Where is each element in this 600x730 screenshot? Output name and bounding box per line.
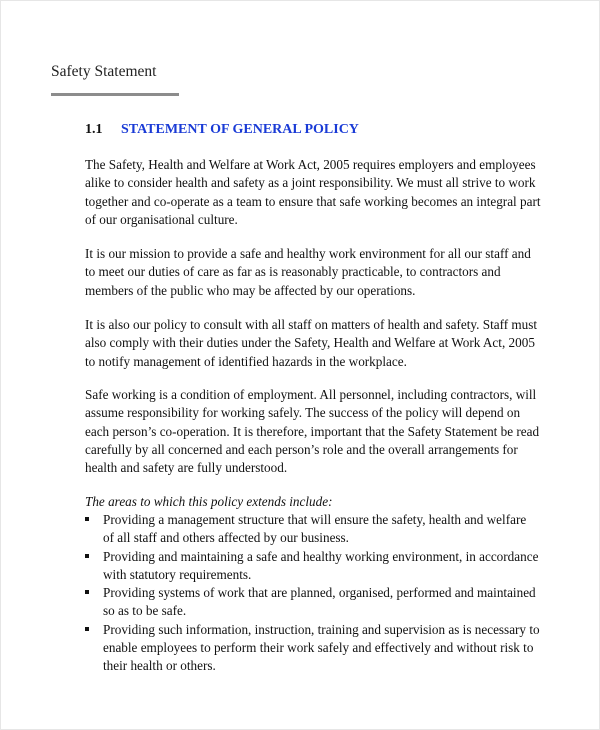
paragraph-line: members of the public who may be affected by our operations. [85,282,416,298]
header-underline [51,93,179,96]
list-item [85,548,539,585]
list-item [85,621,540,676]
list-item-line: Providing a management structure that will ensure the safety, health and welfare [103,512,527,527]
bullet-icon [85,627,89,631]
paragraph-line: It is also our policy to consult with all staff on matters of health and safety. Staff must [85,317,538,332]
areas-intro: The areas to which this policy extends include: [85,494,333,509]
section-number: 1.1 [85,122,103,137]
paragraph-line: Safe working is a condition of employment. All personnel, including contractors, will [85,387,537,402]
list-item-line: of all staff and others affected by our business. [103,530,349,546]
list-item-line: enable employees to perform their work safely and effectively and without risk to [103,640,534,656]
paragraph-line: to meet our duties of care as far as is reasonably practicable, to contractors and [85,264,501,280]
paragraph-line: The Safety, Health and Welfare at Work Act, 2005 requires employers and employees [85,157,536,172]
paragraph-line: of our organisational culture. [85,211,238,227]
paragraph-line: together and co-operate as a team to ensure that safe working becomes an integral part [85,193,541,209]
paragraph-line: each person’s co-operation. It is therefore, important that the Safety Statement be read [85,423,540,439]
paragraph-line: also comply with their duties under the Safety, Health and Welfare at Work Act, 2005 [85,335,535,351]
list-item [85,584,535,621]
policy-areas-list [85,511,540,676]
bullet-icon [85,517,89,521]
paragraph-line: carefully by all concerned and each person’s role and the overall arrangements for [85,441,518,457]
bullet-icon [85,554,89,558]
list-item [85,511,535,548]
section-title: STATEMENT OF GENERAL POLICY [121,122,359,137]
paragraph-line: alike to consider health and safety as a joint responsibility. We must all strive to work [85,175,536,191]
paragraph-line: assume responsibility for working safely. The success of the policy will depend on [85,405,521,421]
paragraph-line: to notify management of identified hazards in the workplace. [85,353,407,369]
paragraph-2 [85,245,531,300]
list-item-line: their health or others. [103,658,216,674]
paragraph-3 [85,316,538,371]
paragraph-line: It is our mission to provide a safe and healthy work environment for all our staff and [85,246,531,261]
bullet-icon [85,590,89,594]
section-heading [85,122,359,138]
list-item-line: Providing such information, instruction, training and supervision as is necessary to [103,621,540,637]
cropped-text-line [103,671,498,681]
list-item-line: with statutory requirements. [103,566,252,582]
list-item-line: Providing and maintaining a safe and healthy working environment, in accordance [103,548,539,564]
paragraph-1 [85,156,541,229]
page-header-title: Safety Statement [51,63,157,80]
paragraph-4 [85,386,540,477]
paragraph-line: health and safety are fully understood. [85,460,288,476]
list-item-line: Providing systems of work that are planned, organised, performed and maintained [103,585,536,601]
list-item-line: so as to be safe. [103,603,187,619]
